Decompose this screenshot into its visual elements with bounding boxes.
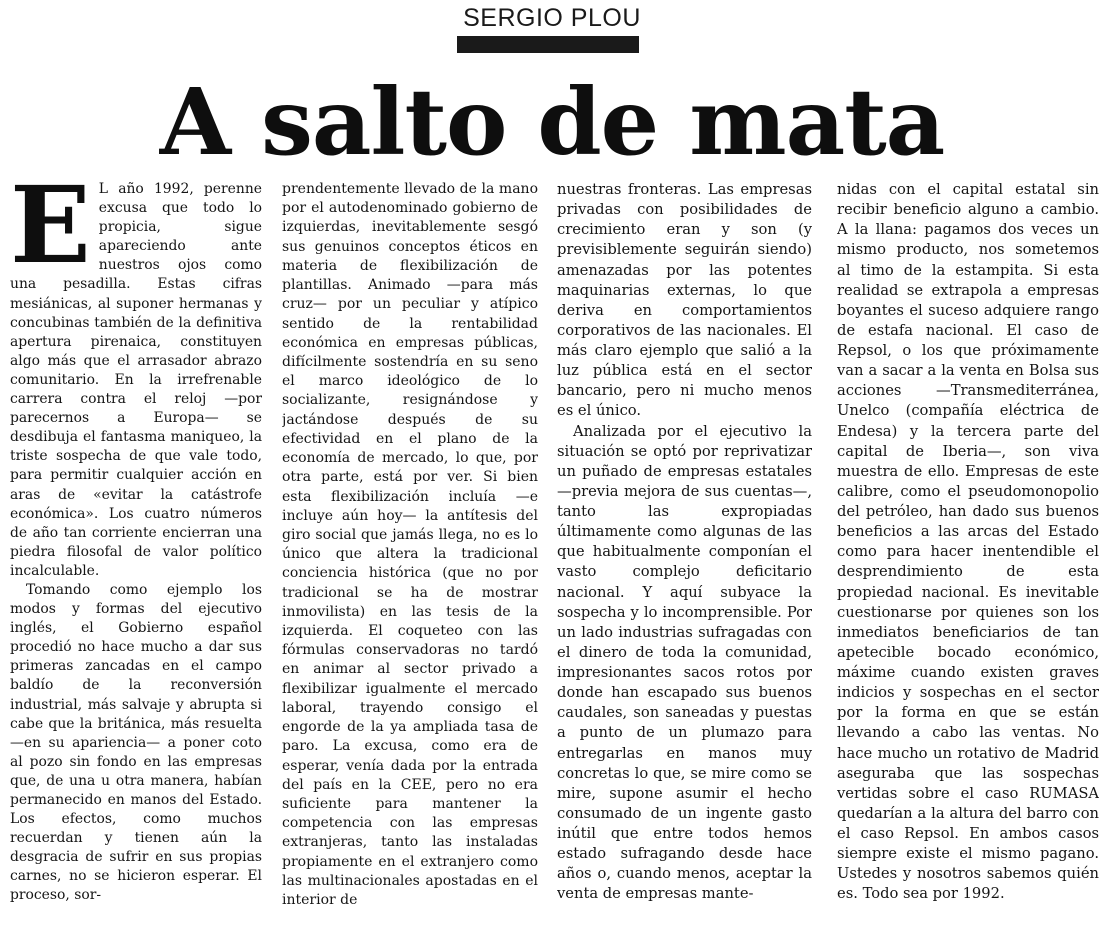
headline: A salto de mata [159, 68, 945, 176]
drop-cap: E [10, 180, 91, 287]
byline-rule [457, 36, 639, 53]
paragraph: nidas con el capital estatal sin recibir beneficio alguno a cambio. A la llana: pagamos dos veces un mismo producto, nos sometemos al timo de la estampita. Si esta realidad se extrapola a empresas boyantes el suceso adquiere rango de estafa nacional. El caso de Repsol, o los que próximamente van a sacar a la venta en Bolsa sus acciones —Transmediterránea, Unelco (compañía eléctrica de Endesa) y la tercera parte del capital de Iberia—, son viva muestra de ello. Empresas de este calibre, como el pseudomonopolio del petróleo, han dado sus buenos beneficios a las arcas del Estado como para hacer inentendible el desprendimiento de esta propiedad nacional. Es inevitable cuestionarse por quienes son los inmediatos beneficiarios de tan apetecible bocado económico, máxime cuando existen graves indicios y sospechas en el sector por la forma en que se están llevando a cabo las ventas. No hace mucho un rotativo de Madrid aseguraba que las sospechas vertidas sobre el caso RUMASA quedarían a la altura del barro con el caso Repsol. En ambos casos siempre existe el mismo pagano. Ustedes y nosotros sabemos quién es. Todo sea por 1992. [837, 181, 1099, 903]
paragraph: L año 1992, perenne excusa que todo lo propicia, sigue apareciendo ante nuestros ojos como una pesadilla. Estas cifras mesiánicas, al suponer hermanas y concubinas también de la definitiva apertura pirenaica, constituyen algo más que el arrasador abrazo comunitario. En la irrefrenable carrera contra el reloj —por parecernos a Europa— se desdibuja el fantasma maniqueo, la triste sospecha de que vale todo, para permitir cualquier acción en aras de «evitar la catástrofe económica». Los cuatro números de año tan corriente encierran una piedra filosofal de valor político incalculable. [10, 181, 262, 579]
paragraph: nuestras fronteras. Las empresas privadas con posibilidades de crecimiento eran y son (y previsiblemente seguirán siendo) amenazadas por las potentes maquinarias externas, lo que deriva en comportamientos corporativos de las nacionales. El más claro ejemplo que salió a la luz pública está en el sector bancario, pero ni mucho menos es el único. [557, 181, 812, 420]
paragraph: prendentemente llevado de la mano por el autodenominado gobierno de izquierdas, inevitablemente sesgó sus genuinos conceptos éticos en materia de flexibilización de plantillas. Animado —para más cruz— por un peculiar y atípico sentido de la rentabilidad económica en empresas públicas, difícilmente sostendría en su seno el marco ideológico de lo socializante, resignándose y jactándose después de su efectividad en el plano de la economía de mercado, lo que, por otra parte, está por ver. Si bien esta flexibilización incluía —e incluye aún hoy— la antítesis del giro social que jamás llega, no es lo único que altera la tradicional conciencia histórica (que no por tradicional se ha de mostrar inmovilista) en las tesis de la izquierda. El coqueteo con las fórmulas conservadoras no tardó en animar al sector privado a flexibilizar igualmente el mercado laboral, trayendo consigo el engorde de la ya ampliada tasa de paro. La excusa, como era de esperar, venía dada por la entrada del país en la CEE, pero no era suficiente para mantener la competencia con las empresas extranjeras, tanto las instaladas propiamente en el extranjero como las multinacionales apostadas en el interior de [282, 181, 538, 909]
paragraph: Tomando como ejemplo los modos y formas del ejecutivo inglés, el Gobierno español procedió no hace mucho a dar sus primeras zancadas en el campo baldío de la reconversión industrial, más salvaje y abrupta si cabe que la británica, más resuelta —en su apariencia— a poner coto al pozo sin fondo en las empresas que, de una u otra manera, habían permanecido en manos del Estado. Los efectos, como muchos recuerdan y tienen aún la desgracia de sufrir en sus propias carnes, no se hicieron esperar. El proceso, sor- [10, 581, 262, 904]
text-column-3 [557, 180, 812, 920]
text-column-1 [10, 180, 262, 920]
byline: SERGIO PLOU [463, 4, 641, 32]
text-column-2 [282, 180, 538, 920]
text-column-4 [837, 180, 1099, 920]
paragraph: Analizada por el ejecutivo la situación se optó por reprivatizar un puñado de empresas estatales —previa mejora de sus cuentas—, tanto las expropiadas últimamente como algunas de las que habitualmente componían el vasto complejo deficitario nacional. Y aquí subyace la sospecha y lo incomprensible. Por un lado industrias sufragadas con el dinero de toda la comunidad, impresionantes sacos rotos por donde han escapado sus buenos caudales, son saneadas y puestas a punto de un plumazo para entregarlas en manos muy concretas lo que, se mire como se mire, supone asumir el hecho consumado de un ingente gasto inútil que entre todos hemos estado sufragando desde hace años o, cuando menos, aceptar la venta de empresas mante- [557, 422, 812, 903]
